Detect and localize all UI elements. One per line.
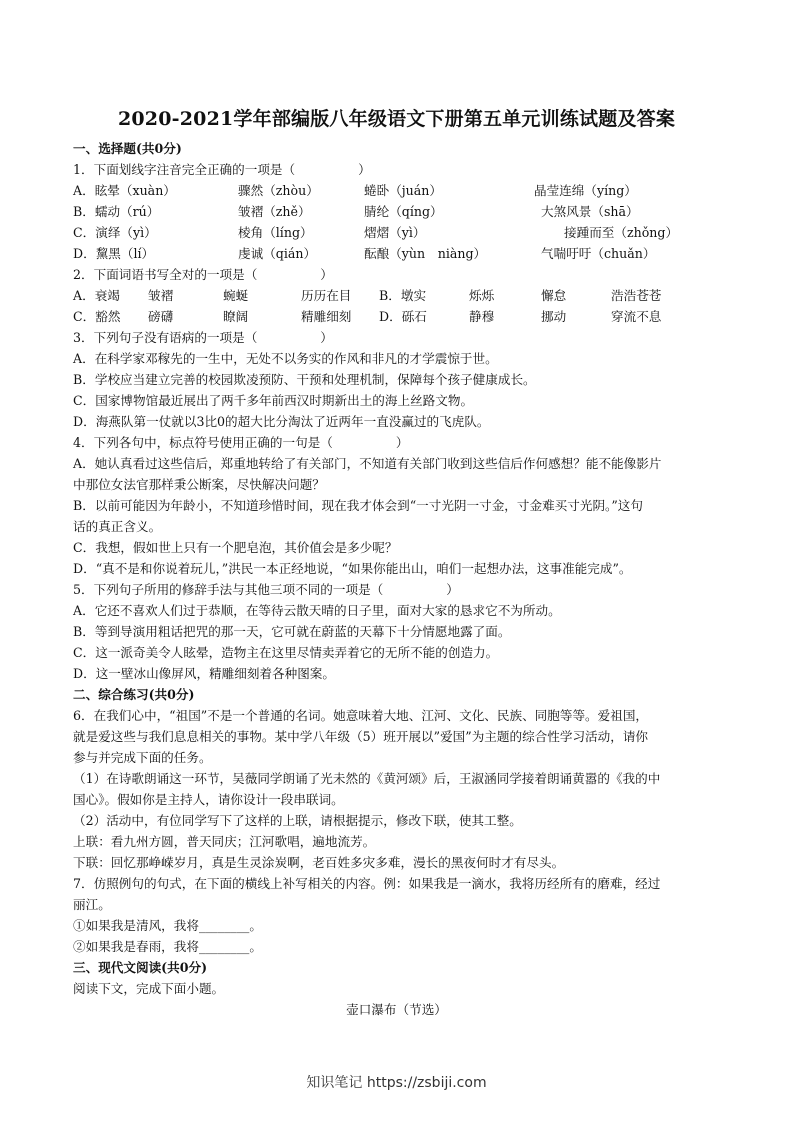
question-6-part-1: （1）在诗歌朗诵这一环节，吴薇同学朗诵了光未然的《黄河颂》后，王淑涵同学接着朗诵黄嚣的《我的中 [73,771,661,786]
question-4-stem: 4．下列各句中，标点符号使用正确的一句是（ ） [73,435,409,450]
word-cell: 皱褶 [148,288,174,303]
word-cell: 穿流不息 [611,309,662,324]
section-heading-reading: 三、现代文阅读(共0分) [73,960,208,975]
word-cell: 懈怠 [541,288,567,303]
reading-instruction: 阅读下文，完成下面小题。 [73,981,225,996]
option-cell: 腈纶（qíng） [364,204,443,219]
question-4-option-c: C．我想，假如世上只有一个肥皂泡，其价值会是多少呢？ [73,540,398,555]
word-cell: 挪动 [541,309,567,324]
word-cell: 精雕细刻 [301,309,352,324]
question-7-line-2: 丽江。 [73,897,111,912]
question-1-row-c [73,225,678,241]
option-cell: 皱褶（zhě） [238,204,311,219]
question-4-option-b-cont: 话的真正含义。 [73,519,162,534]
section-heading-choice: 一、选择题(共0分) [73,141,182,156]
word-cell: 蜿蜒 [223,288,249,303]
question-1-row-b [73,204,639,220]
question-5-option-a: A．它还不喜欢人们过于恭顺，在等待云散天晴的日子里，面对大家的恳求它不为所动。 [73,603,561,618]
option-cell: 大煞风景（shā） [541,204,639,219]
option-cell: 熠熠（yì） [364,225,426,240]
word-cell: C．豁然 [73,309,121,324]
word-cell: A．衰竭 [73,288,120,303]
question-3-option-a: A．在科学家邓稼先的一生中，无处不以务实的作风和非凡的才学震惊于世。 [73,351,498,366]
question-6-part-2: （2）活动中，有位同学写下了这样的上联，请根据提示，修改下联，使其工整。 [73,813,522,828]
question-3-stem: 3．下列句子没有语病的一项是（ ） [73,330,333,345]
question-3-option-b: B．学校应当建立完善的校园欺凌预防、干预和处理机制，保障每个孩子健康成长。 [73,372,536,387]
question-7-item-2: ②如果我是春雨，我将________。 [73,939,262,954]
word-cell: 静穆 [469,309,495,324]
option-cell: C．演绎（yì） [73,225,157,240]
word-cell: 磅礴 [148,309,174,324]
option-cell: B．蠕动（rú） [73,204,160,219]
word-cell: B．墩实 [379,288,427,303]
question-2-stem: 2．下面词语书写全对的一项是（ ） [73,267,333,282]
page-title: 2020-2021学年部编版八年级语文下册第五单元训练试题及答案 [117,108,676,130]
question-4-option-d: D．“真不是和你说着玩儿，”洪民一本正经地说，“如果你能出山，咱们一起想办法，这事准能完成”。 [73,561,632,576]
question-3-option-d: D．海燕队第一仗就以3比0的超大比分淘汰了近两年一直没赢过的飞虎队。 [73,414,490,429]
question-2-row-cd [73,309,661,325]
question-4-option-b: B．以前可能因为年龄小，不知道珍惜时间，现在我才体会到“一寸光阴一寸金，寸金难买寸光阴。”这句 [73,498,643,513]
word-cell: 历历在目 [301,288,352,303]
word-cell: 瞭阔 [223,309,249,324]
question-5-option-d: D．这一壁冰山像屏风，精雕细刻着各种图案。 [73,666,335,681]
option-cell: 蜷卧（juán） [364,183,443,198]
question-1-row-d [73,246,655,262]
word-cell: 浩浩苍苍 [611,288,662,303]
question-4-option-a-cont: 中那位女法官那样秉公断案，尽快解决问题？ [73,477,325,492]
question-5-stem: 5．下列句子所用的修辞手法与其他三项不同的一项是（ ） [73,582,459,597]
option-cell: D．黧黑（lí） [73,246,155,261]
question-2-row-ab [73,288,661,304]
option-cell: 接踵而至（zhǒng） [564,225,679,240]
question-6-part-1-cont: 国心》。假如你是主持人，请你设计一段串联词。 [73,792,344,807]
question-7-line-1: 7．仿照例句的句式，在下面的横线上补写相关的内容。例：如果我是一滴水，我将历经所有的磨难，经过 [73,876,661,891]
word-cell: 烁烁 [469,288,495,303]
question-5-option-b: B．等到导演用粗话把咒的那一天，它可就在蔚蓝的天幕下十分情愿地露了面。 [73,624,511,639]
couplet-lower: 下联：回忆那峥嵘岁月，真是生灵涂炭啊，老百姓多灾多难，漫长的黑夜何时才有尽头。 [73,855,565,870]
question-6-line-3: 参与并完成下面的任务。 [73,750,212,765]
option-cell: 棱角（líng） [238,225,313,240]
option-cell: 骤然（zhòu） [238,183,319,198]
question-1-row-a [73,183,637,199]
passage-title: 壶口瀑布（节选） [346,1002,447,1017]
word-cell: D．砾石 [379,309,427,324]
question-3-option-c: C．国家博物馆最近展出了两千多年前西汉时期新出土的海上丝路文物。 [73,393,474,408]
section-heading-practice: 二、综合练习(共0分) [73,687,195,702]
question-7-item-1: ①如果我是清风，我将________。 [73,918,262,933]
option-cell: 虔诚（qián） [238,246,317,261]
option-cell: 晶莹连绵（yíng） [534,183,637,198]
question-5-option-c: C．这一派奇美令人眩晕，造物主在这里尽情卖弄着它的无所不能的创造力。 [73,645,499,660]
option-cell: 气喘吁吁（chuǎn） [541,246,656,261]
question-6-line-2: 就是爱这些与我们息息相关的事物。某中学八年级（5）班开展以”爱国”为主题的综合性学习活动，请你 [73,729,649,744]
question-4-option-a: A．她认真看过这些信后，郑重地转给了有关部门，不知道有关部门收到这些信后作何感想？能不能像影片 [73,456,662,471]
question-1-stem: 1．下面划线字注音完全正确的一项是（ ） [73,162,371,177]
question-6-line-1: 6．在我们心中，“祖国”不是一个普通的名词。她意味着大地、江河、文化、民族、同胞等等。爱祖国， [73,708,649,723]
option-cell: 酝酿（yùn niàng） [364,246,487,261]
option-cell: A．眩晕（xuàn） [73,183,176,198]
footer-watermark: 知识笔记 https://zsbiji.com [306,1075,487,1091]
couplet-upper: 上联：看九州方圆，普天同庆；江河歌唱，遍地流芳。 [73,834,376,849]
